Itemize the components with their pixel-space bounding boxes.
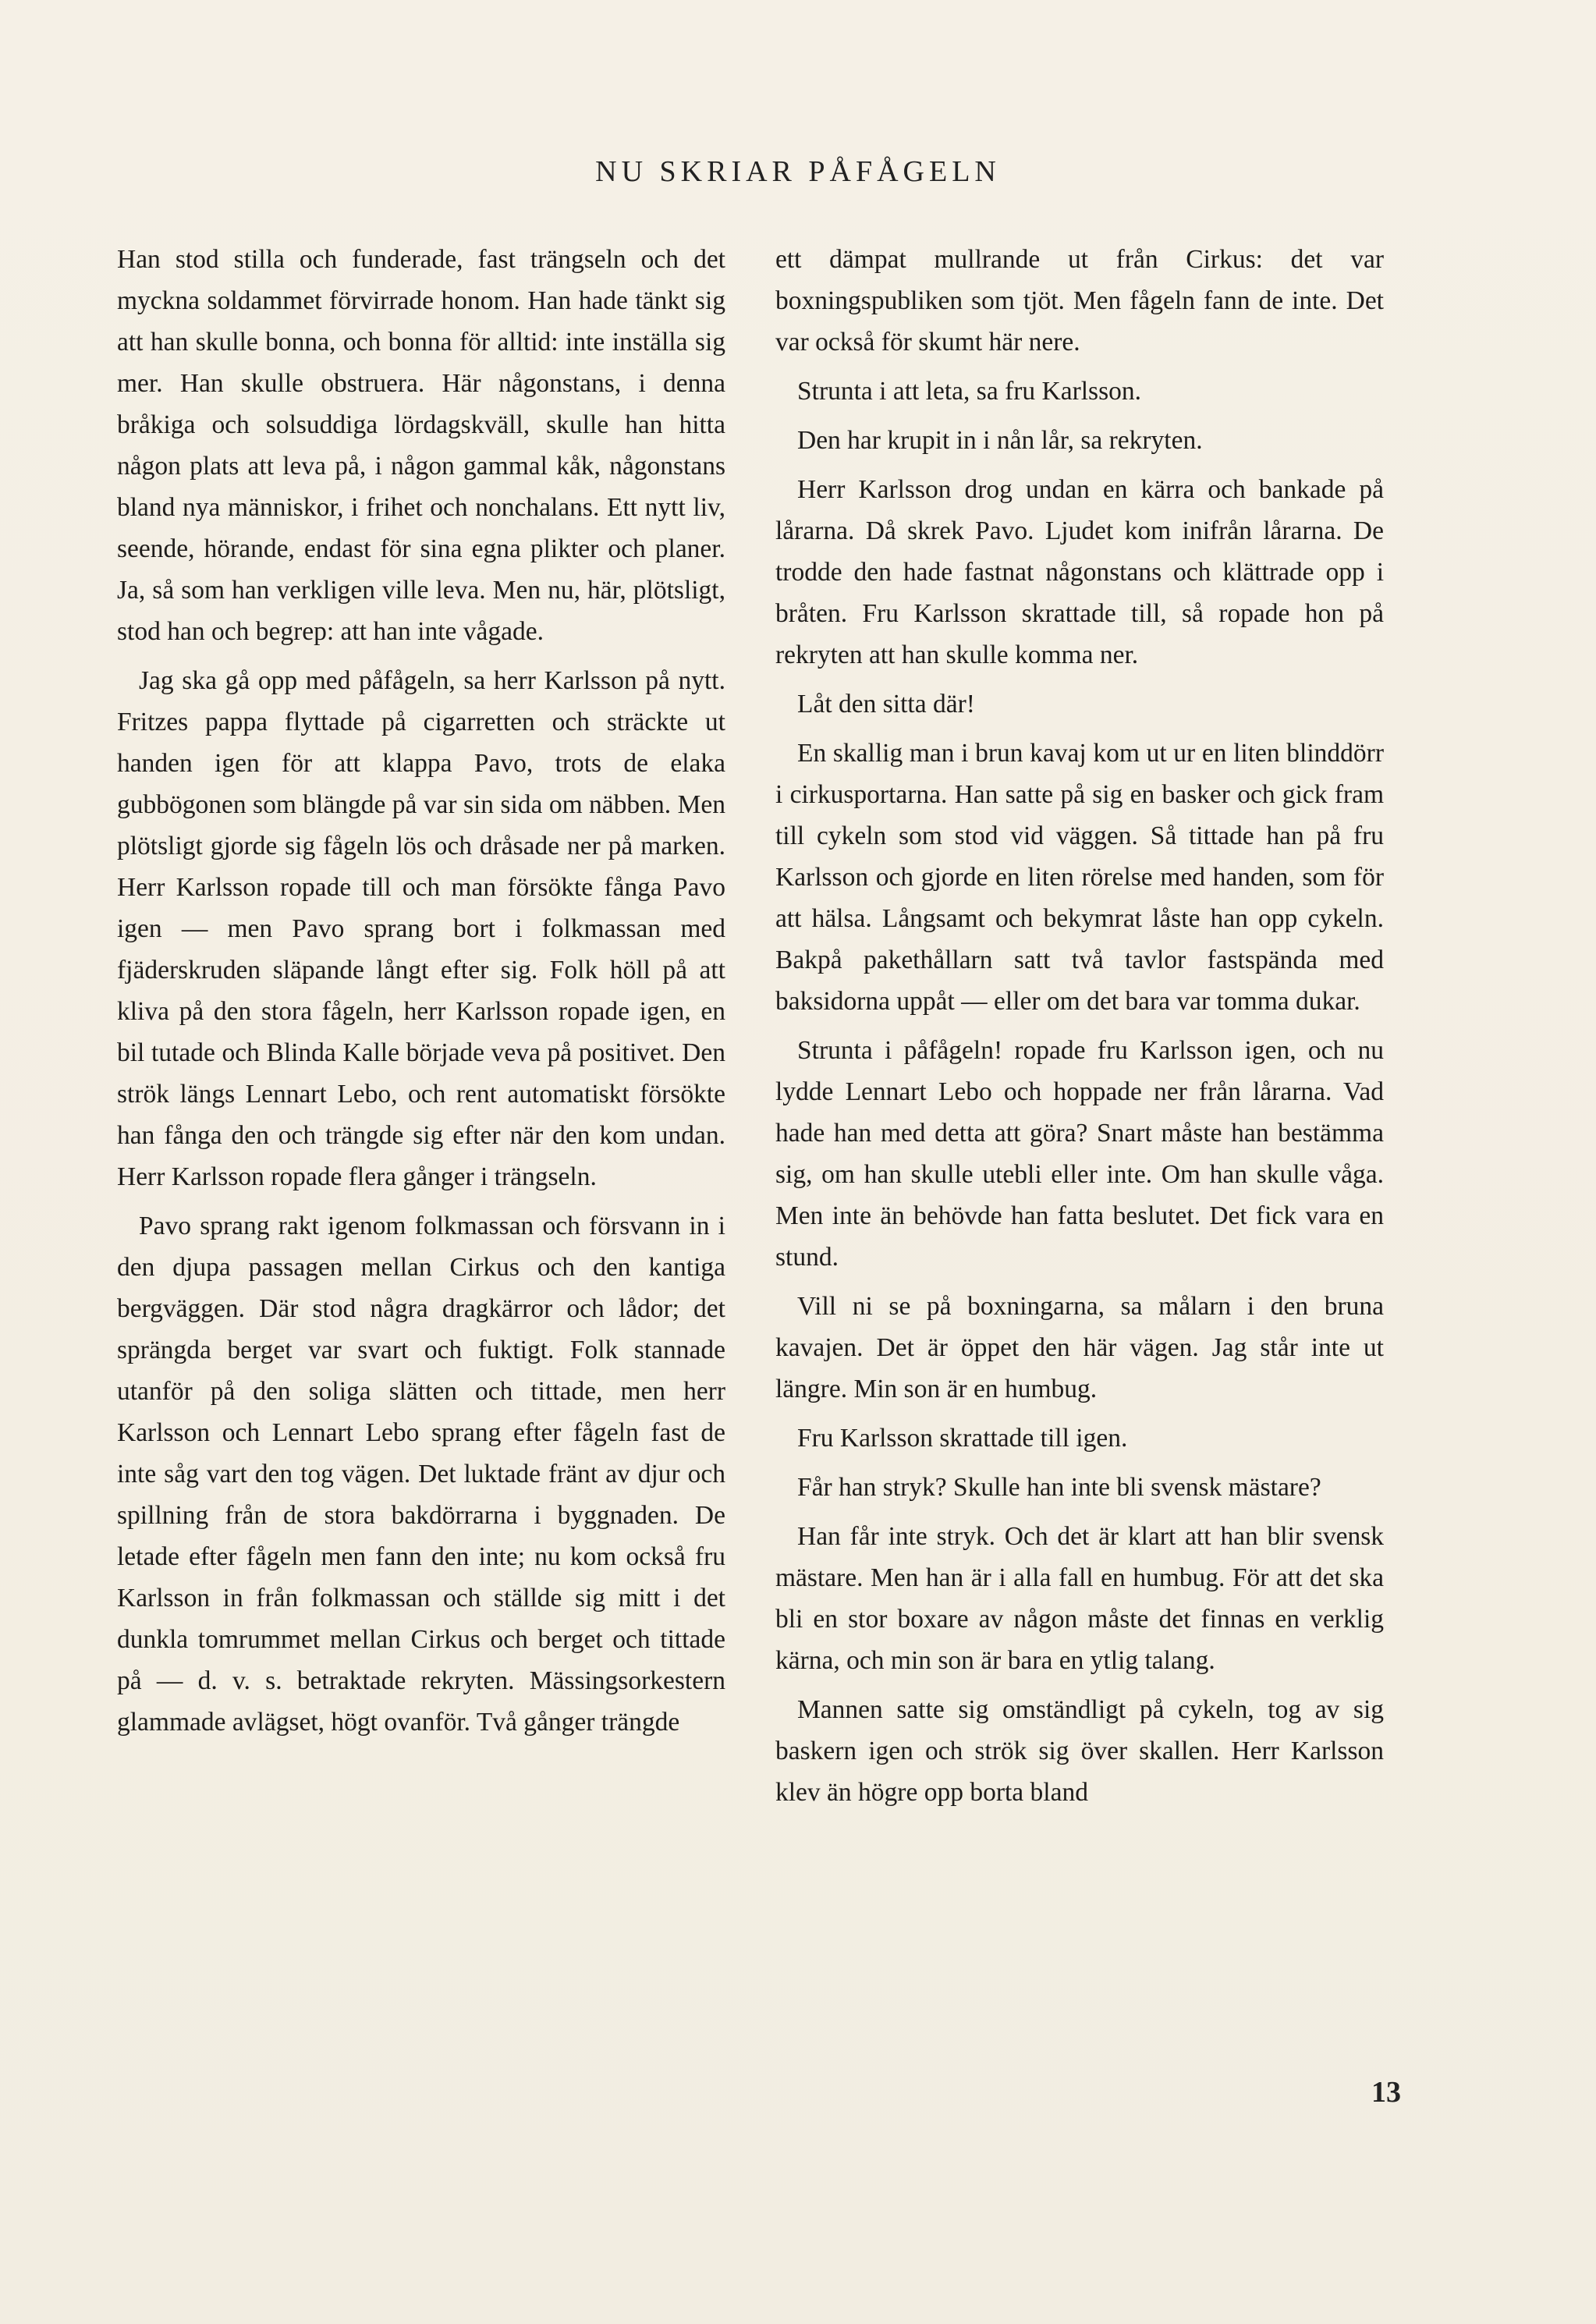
page-number: 13: [1371, 2076, 1401, 2109]
paragraph: Mannen satte sig omständligt på cykeln, tog av sig baskern igen och strök sig över skallen. Herr Karlsson klev än högre opp borta bland: [775, 1695, 1384, 1807]
paragraph: Han stod stilla och funderade, fast trängseln och det myckna soldammet förvirrade honom. Han hade tänkt sig att han skulle bonna, och bonna för alltid: inte inställa sig mer. Han skulle obstruera. Här någonstans, i denna bråkiga och solsuddiga lördagskväll, skulle han hitta någon plats att leva på, i någon gammal kåk, någonstans bland nya människor, i frihet och nonchalans. Ett nytt liv, seende, hörande, endast för sina egna plikter och planer. Ja, så som han verkligen ville leva. Men nu, här, plötsligt, stod han och begrep: att han inte vågade.: [117, 245, 725, 646]
paragraph: Strunta i att leta, sa fru Karlsson.: [797, 377, 1141, 406]
paragraph: En skallig man i brun kavaj kom ut ur en liten blinddörr i cirkusportarna. Han satte på sig en basker och gick fram till cykeln som stod vid väggen. Så tittade han på fru Karlsson och gjorde en liten rörelse med handen, som för att hälsa. Långsamt och bekymrat låste han opp cykeln. Bakpå pakethållarn satt två tavlor fastspända med baksidorna uppåt — eller om det bara var tomma dukar.: [775, 739, 1384, 1016]
paragraph: Den har krupit in i nån lår, sa rekryten.: [797, 426, 1203, 455]
paragraph: Vill ni se på boxningarna, sa målarn i den bruna kavajen. Det är öppet den här vägen. Jag står inte ut längre. Min son är en humbug.: [775, 1292, 1384, 1403]
paragraph: Pavo sprang rakt igenom folkmassan och försvann in i den djupa passagen mellan Cirkus och den kantiga bergväggen. Där stod några dragkärror och lådor; det sprängda berget var svart och fuktigt. Folk stannade utanför på den soliga slätten och tittade, men herr Karlsson och Lennart Lebo sprang efter fågeln fast de inte såg vart den tog vägen. Det luktade fränt av djur och spillning från de stora bakdörrarna i byggnaden. De letade efter fågeln men fann den inte; nu kom också fru Karlsson in från folkmassan och ställde sig mitt i det dunkla tomrummet mellan Cirkus och berget och tittade på — d. v. s. betraktade rekryten. Mässingsorkestern glammade avlägset, högt ovanför. Två gånger trängde: [117, 1212, 725, 1737]
paragraph: Herr Karlsson drog undan en kärra och bankade på lårarna. Då skrek Pavo. Ljudet kom inifrån lårarna. De trodde den hade fastnat någonstans och klättrade opp i bråten. Fru Karlsson skrattade till, så ropade hon på rekryten att han skulle komma ner.: [775, 475, 1384, 669]
right-column: [775, 239, 1384, 1821]
left-column: [117, 239, 725, 1751]
paragraph: ett dämpat mullrande ut från Cirkus: det var boxningspubliken som tjöt. Men fågeln fann de inte. Det var också för skumt här nere.: [775, 245, 1384, 357]
paragraph: Jag ska gå opp med påfågeln, sa herr Karlsson på nytt. Fritzes pappa flyttade på cigarretten och sträckte ut handen igen för att klappa Pavo, trots de elaka gubbögonen som blängde på var sin sida om näbben. Men plötsligt gjorde sig fågeln lös och dråsade ner på marken. Herr Karlsson ropade till och man försökte fånga Pavo igen — men Pavo sprang bort i folkmassan med fjäderskruden släpande långt efter sig. Folk höll på att kliva på den stora fågeln, herr Karlsson ropade igen, en bil tutade och Blinda Kalle började veva på positivet. Den strök längs Lennart Lebo, och rent automatiskt försökte han fånga den och trängde sig efter när den kom undan. Herr Karlsson ropade flera gånger i trängseln.: [117, 666, 725, 1191]
paragraph: Han får inte stryk. Och det är klart att han blir svensk mästare. Men han är i alla fall en humbug. För att det ska bli en stor boxare av någon måste det finnas en verklig kärna, och min son är bara en ytlig talang.: [775, 1522, 1384, 1675]
running-title: NU SKRIAR PÅFÅGELN: [595, 155, 1001, 188]
paragraph: Fru Karlsson skrattade till igen.: [797, 1424, 1128, 1453]
paragraph: Strunta i påfågeln! ropade fru Karlsson igen, och nu lydde Lennart Lebo och hoppade ner från lårarna. Vad hade han med detta att göra? Snart måste han bestämma sig, om han skulle utebli eller inte. Om han skulle våga. Men inte än behövde han fatta beslutet. Det fick vara en stund.: [775, 1036, 1384, 1272]
paragraph: Låt den sitta där!: [797, 690, 975, 718]
paragraph: Får han stryk? Skulle han inte bli svensk mästare?: [797, 1473, 1321, 1502]
